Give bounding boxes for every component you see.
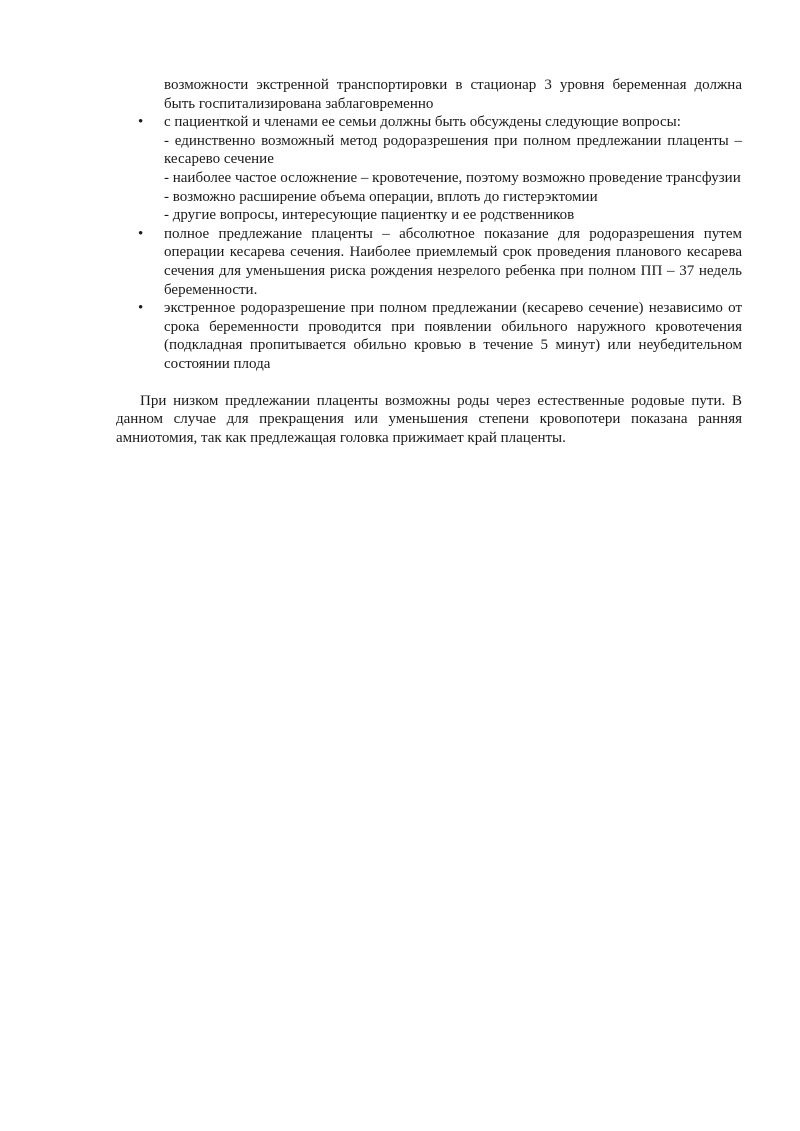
list-item-text: полное предлежание плаценты – абсолютное показание для родоразрешения путем операции кесарева сечения. Наиболее приемлемый срок проведения планового кесарева сечения для уменьшения риска рождения незрелого ребенка при полном ПП – 37 недель беременности. [164, 225, 742, 298]
continued-bullet-text: возможности экстренной транспортировки в стационар 3 уровня беременная должна быть госпитализирована заблаговременно [164, 77, 742, 112]
list-item-text: экстренное родоразрешение при полном предлежании (кесарево сечение) независимо от срока беременности проводится при появлении обильного наружного кровотечения (подкладная пропитывается обильно кровью в течение 5 минут) или неубедительном состоянии плода [164, 300, 742, 372]
list-item-text: с пациенткой и членами ее семьи должны быть обсуждены следующие вопросы: [164, 114, 681, 131]
list-item [138, 225, 742, 299]
bullet-list [116, 113, 742, 373]
sub-item: - другие вопросы, интересующие пациентку и ее родственников [164, 207, 575, 224]
bullet-icon: • [138, 114, 144, 131]
sub-item: - возможно расширение объема операции, вплоть до гистерэктомии [164, 188, 598, 205]
document-body [116, 76, 742, 447]
bullet-icon: • [138, 225, 144, 242]
sub-item: - единственно возможный метод родоразрешения при полном предлежании плаценты – кесарево сечение [164, 132, 742, 168]
body-paragraph: При низком предлежании плаценты возможны роды через естественные родовые пути. В данном случае для прекращения или уменьшения степени кровопотери показана ранняя амниотомия, так как предлежащая головка прижимает край плаценты. [116, 392, 742, 446]
sub-item: - наиболее частое осложнение – кровотечение, поэтому возможно проведение трансфузии [164, 169, 741, 186]
list-item [138, 299, 742, 373]
list-item [138, 113, 742, 225]
bullet-icon: • [138, 300, 144, 317]
